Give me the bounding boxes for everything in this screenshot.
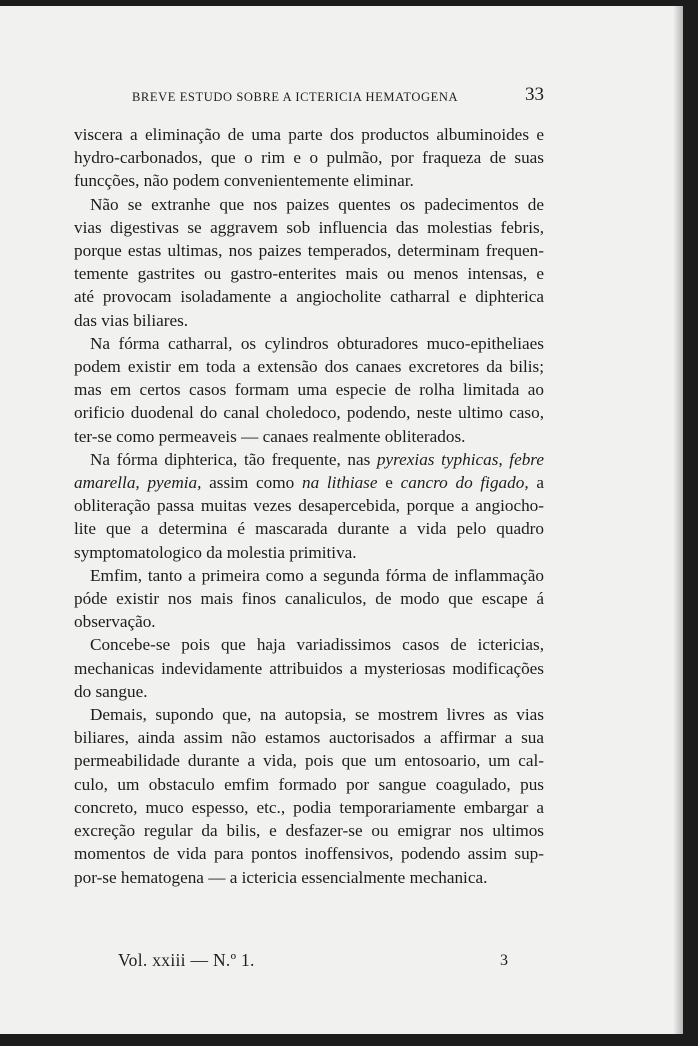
paragraph-7 [74, 703, 544, 889]
text-line: permeabilidade durante a vida, pois que um entosoario, um cal- [74, 751, 544, 771]
text-line: obliteração passa muitas vezes desapercebida, porque a angiochо- [74, 496, 544, 516]
page-footer [118, 950, 508, 976]
text-line: funcções, não podem convenientemente eliminar. [74, 171, 414, 191]
paragraph-6 [74, 633, 544, 703]
text-line: temente gastrites ou gastro-enterites mais ou menos intensas, e [74, 264, 544, 284]
text-line: orificio duodenal do canal choledoco, podendo, neste ultimo caso, [74, 403, 544, 423]
text-line: do sangue. [74, 681, 148, 701]
italic-run: pyrexias typhicas, febre [376, 449, 544, 469]
paragraph-3 [74, 332, 544, 448]
text-line: vias digestivas se aggravem sob influencia das molestias febris, [74, 217, 544, 237]
paragraph-2 [74, 193, 544, 332]
italic-run: cancro do figado, [400, 473, 529, 493]
body-text [74, 123, 544, 889]
italic-run: na lithiase [301, 473, 378, 493]
page-number: 33 [525, 84, 544, 105]
paragraph-4 [74, 448, 544, 564]
text-run: a [528, 473, 544, 493]
text-line: Na fórma catharral, os cylindros obturadores muco-epitheliaes [90, 333, 544, 353]
text-line: mechanicas indevidamente attribuidos a mysteriosas modificações [74, 658, 544, 678]
text-run: Na fórma diphterica, tão frequente, nas [90, 449, 377, 469]
text-line: Demais, supondo que, na autopsia, se mostrem livres as vias [90, 705, 544, 725]
signature-mark: 3 [500, 952, 508, 969]
page-edge-shadow [673, 6, 683, 1034]
text-line [74, 471, 544, 494]
text-line: podem existir em toda a extensão dos canaes excretores da bilis; [74, 357, 544, 377]
text-line: symptomatologico da molestia primitiva. [74, 542, 357, 562]
page-header [74, 82, 544, 110]
italic-run: amarella, pyemia, [74, 473, 202, 493]
text-line: póde existir nos mais finos canaliculos, de modo que escape á [74, 589, 544, 609]
text-line: hydro-carbonados, que o rim e o pulmão, por fraqueza de suas [74, 148, 544, 168]
text-line: lite que a determina é mascarada durante a vida pelo quadro [74, 519, 544, 539]
text-line: concreto, muco espesso, etc., podia temporariamente embargar a [74, 797, 544, 817]
text-run: e [377, 473, 401, 493]
paragraph-5 [74, 564, 544, 634]
text-line: excreção regular da bilis, e desfazer-se ou emigrar nos ultimos [74, 821, 544, 841]
text-line: Concebe-se pois que haja variadissimos casos de ictericias, [90, 635, 544, 655]
text-line: porque estas ultimas, nos paizes temperados, determinam frequen- [74, 241, 544, 261]
text-line: observação. [74, 612, 156, 632]
volume-label: Vol. xxiii — N.º 1. [118, 950, 255, 970]
running-title: BREVE ESTUDO SOBRE A ICTERICIA HEMATOGENA [132, 90, 459, 104]
text-line: viscera a eliminação de uma parte dos productos albuminoides e [74, 125, 544, 144]
text-line: mas em certos casos formam uma especie de rolha limitada ao [74, 380, 544, 400]
document-page [0, 6, 683, 1034]
text-line: por-se hematogena — a ictericia essencialmente mechanica. [74, 867, 488, 887]
text-line: culo, um obstaculo emfim formado por sangue coagulado, pus [74, 774, 544, 794]
text-line [74, 448, 544, 471]
text-line: Emfim, tanto a primeira como a segunda fórma de inflammação [90, 565, 544, 585]
text-line: das vias biliares. [74, 310, 189, 330]
text-line: biliares, ainda assim não estamos auctorisados a affirmar a sua [74, 728, 544, 748]
text-line: até provocam isoladamente a angiocholite catharral e diphterica [74, 287, 544, 307]
text-line: ter-se como permeaveis — canaes realmente obliterados. [74, 426, 466, 446]
text-line: Não se extranhe que nos paizes quentes os padecimentos de [90, 194, 544, 214]
paragraph-1 [74, 123, 544, 193]
text-line: momentos de vida para pontos inoffensivos, podendo assim sup- [74, 844, 544, 864]
text-run: assim como [201, 473, 302, 493]
